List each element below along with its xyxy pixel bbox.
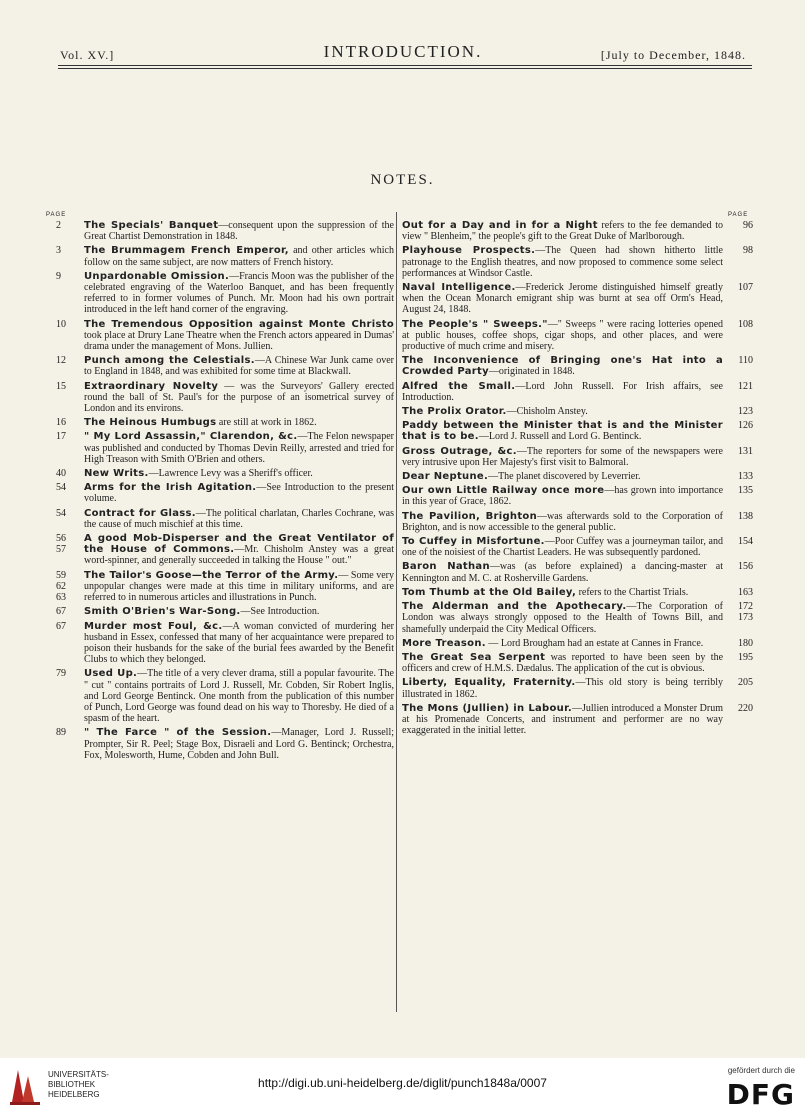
note-text bbox=[402, 536, 723, 558]
page-number: 163 bbox=[738, 586, 753, 598]
dfg-caption: gefördert durch die bbox=[727, 1066, 795, 1075]
page-number: 108 bbox=[738, 318, 753, 330]
page-number: 107 bbox=[738, 282, 753, 294]
note-heading: The Pavilion, Brighton bbox=[402, 510, 538, 522]
date-range: [July to December, 1848. bbox=[600, 48, 746, 62]
note-heading: Alfred the Small. bbox=[402, 380, 516, 392]
note-entry bbox=[398, 703, 753, 737]
page-number: 156 bbox=[738, 561, 753, 573]
note-heading: Unpardonable Omission. bbox=[84, 270, 230, 282]
note-body: —Lord J. Russell and Lord G. Bentinck. bbox=[478, 431, 642, 443]
header-rule-double bbox=[58, 68, 752, 69]
running-header bbox=[56, 40, 750, 64]
note-body: —The political charlatan, Charles Cochrane, was the cause of much mischief at this time. bbox=[84, 507, 394, 530]
note-body: —The Queen had shown hitherto little patronage to the English theatres, and now proposed to commence some select performances at Windsor Castle. bbox=[402, 245, 723, 279]
page-number: 123 bbox=[738, 406, 753, 418]
page-title: INTRODUCTION. bbox=[323, 42, 483, 61]
page-number: 79 bbox=[56, 668, 66, 680]
note-body: —The planet discovered by Leverrier. bbox=[488, 471, 641, 483]
note-entry bbox=[56, 727, 394, 761]
note-entry bbox=[56, 245, 394, 267]
note-text bbox=[84, 468, 394, 479]
page-number: 40 bbox=[56, 468, 66, 480]
uni-line-3: HEIDELBERG bbox=[48, 1090, 100, 1099]
note-heading: The Tremendous Opposition against Monte Christo bbox=[84, 318, 394, 330]
note-text bbox=[402, 601, 723, 635]
page-number: 135 bbox=[738, 485, 753, 497]
note-entry bbox=[56, 508, 394, 530]
note-heading: The Tailor's Goose—the Terror of the Army. bbox=[84, 569, 339, 581]
note-body: —" Sweeps " were racing lotteries opened at public houses, coffee shops, cigar shops, and other places, and were productive of much crime and misery. bbox=[402, 318, 724, 353]
note-body: —Mr. Chisholm Anstey was a great word-spinner, and generally succeeded in talking the House " out." bbox=[84, 544, 395, 567]
note-text bbox=[84, 319, 394, 353]
note-heading: New Writs. bbox=[84, 468, 149, 480]
note-entry bbox=[56, 355, 394, 377]
note-heading: The Mons (Jullien) in Labour. bbox=[402, 702, 572, 714]
note-entry bbox=[56, 533, 394, 567]
note-heading: The Alderman and the Apothecary. bbox=[402, 601, 627, 613]
page-number: 205 bbox=[738, 677, 753, 689]
note-heading: Paddy between the Minister that is and the Minister that is to be. bbox=[402, 420, 723, 443]
note-body: —Francis Moon was the publisher of the celebrated engraving of the Waterloo Banquet, and has been frequently referred to in former volumes of Punch. Mr. Moon had his own portrait introduced in the left hand corner of the engraving. bbox=[84, 270, 394, 316]
page-number: 16 bbox=[56, 417, 66, 429]
note-body: —was afterwards sold to the Corporation of Brighton, and is now accessible to the general public. bbox=[402, 510, 723, 533]
page-number: 98 bbox=[743, 245, 753, 257]
note-text bbox=[402, 471, 723, 482]
note-text bbox=[84, 727, 394, 761]
page-number: 17 bbox=[56, 431, 66, 443]
note-heading: The Great Sea Serpent bbox=[402, 651, 546, 663]
note-body: —originated in 1848. bbox=[488, 366, 575, 378]
note-body: —The title of a very clever drama, still a popular favourite. The " cut " contains portraits of Lord J. Russell, Mr. Cobden, Sir Robert Inglis, and Lord George Bentinck. One month from the publication of this number of Punch, Lord George was found dead on his way to Thoresby. He died of a spasm of the heart. bbox=[84, 668, 394, 725]
note-text bbox=[402, 446, 723, 468]
note-entry bbox=[56, 621, 394, 666]
note-heading: A good Mob-Disperser and the Great Ventilator of the House of Commons. bbox=[84, 533, 394, 556]
page-number: 67 bbox=[56, 606, 66, 618]
note-body: —A woman convicted of murdering her husband in Essex, confessed that many of her acquaintance were prepared to poison their husbands for the sake of the burial fees awarded by the Benefit Clubs to which they belonged. bbox=[84, 620, 395, 666]
section-title: NOTES. bbox=[370, 172, 435, 188]
page-number: 96 bbox=[743, 220, 753, 231]
left-column bbox=[56, 220, 394, 764]
page-number: 89 bbox=[56, 727, 66, 739]
note-entry bbox=[398, 587, 753, 598]
note-entry bbox=[398, 381, 753, 403]
note-body: —Poor Cuffey was a journeyman tailor, and one of the noisiest of the Chartist Leaders. He was subsequently pardoned. bbox=[402, 536, 724, 559]
page-number: 56 57 bbox=[56, 533, 66, 556]
note-body: —Lawrence Levy was a Sheriff's officer. bbox=[148, 468, 313, 480]
page-number: 54 bbox=[56, 482, 66, 494]
note-heading: Gross Outrage, &c. bbox=[402, 445, 517, 457]
note-text bbox=[402, 561, 723, 583]
note-heading: " The Farce " of the Session. bbox=[84, 727, 272, 739]
note-body: —The reporters for some of the newspapers were very intrusive upon Her Majesty's first visit to Balmoral. bbox=[402, 445, 723, 468]
note-heading: Playhouse Prospects. bbox=[402, 245, 536, 257]
dfg-logo: DFG bbox=[726, 1078, 795, 1111]
note-text bbox=[84, 482, 394, 504]
note-entry bbox=[56, 417, 394, 428]
note-text bbox=[84, 570, 394, 604]
note-body: —The Felon newspaper was published and conducted by Thomas Devin Reilly, arrested and tried for High Treason with Smith O'Brien and others. bbox=[84, 431, 394, 465]
note-entry bbox=[398, 638, 753, 649]
note-text bbox=[84, 508, 394, 530]
note-body: —A Chinese War Junk came over to England in 1848, and was exhibited for some time at Blackwall. bbox=[84, 355, 394, 378]
note-body: —The Corporation of London was always strongly opposed to the Health of Towns Bill, and shamefully underpaid the City Medical Officers. bbox=[402, 601, 723, 635]
note-body: —See Introduction. bbox=[240, 606, 320, 618]
note-entry bbox=[56, 431, 394, 465]
page-number: 154 bbox=[738, 536, 753, 548]
note-heading: The Brummagem French Emperor, bbox=[84, 245, 289, 257]
note-text bbox=[402, 420, 723, 442]
note-body: — Some very unpopular changes were made at this time in military uniforms, and are referred to in numerous articles and illustrations in Punch. bbox=[84, 569, 395, 604]
note-text bbox=[84, 271, 394, 316]
note-heading: Baron Nathan bbox=[402, 561, 490, 573]
note-body: —Lord John Russell. For Irish affairs, see Introduction. bbox=[402, 380, 723, 403]
note-entry bbox=[398, 601, 753, 635]
note-entry bbox=[56, 220, 394, 242]
note-text bbox=[402, 677, 723, 699]
note-text bbox=[84, 533, 394, 567]
note-heading: Tom Thumb at the Old Bailey, bbox=[402, 586, 577, 598]
note-heading: Arms for the Irish Agitation. bbox=[84, 482, 257, 494]
note-entry bbox=[56, 570, 394, 604]
note-body: refers to the fee demanded to view " Blenheim," the people's gift to the Great Duke of Marlborough. bbox=[402, 220, 723, 243]
note-text bbox=[84, 381, 394, 415]
note-heading: Extraordinary Novelty bbox=[84, 380, 219, 392]
note-entry bbox=[398, 485, 753, 507]
note-heading: The People's " Sweeps." bbox=[402, 318, 548, 330]
note-heading: The Specials' Banquet bbox=[84, 220, 219, 231]
note-entry bbox=[56, 668, 394, 724]
right-column bbox=[398, 220, 753, 739]
note-text bbox=[84, 355, 394, 377]
note-text bbox=[84, 606, 394, 617]
note-text bbox=[402, 703, 723, 737]
note-body: —has grown into importance in this year of Grace, 1862. bbox=[402, 485, 724, 508]
note-entry bbox=[398, 282, 753, 316]
page-column-label-left: PAGE bbox=[46, 212, 67, 218]
note-entry bbox=[56, 381, 394, 415]
note-entry bbox=[56, 319, 394, 353]
note-body: —Chisholm Anstey. bbox=[506, 406, 588, 418]
note-body: —Jullien introduced a Monster Drum at his Promenade Concerts, and instrument and performer are no way exaggerated in the initial letter. bbox=[402, 702, 723, 737]
page-number: 2 bbox=[56, 220, 61, 231]
note-body: —See Introduction to the present volume. bbox=[84, 482, 394, 505]
note-entry bbox=[398, 319, 753, 353]
note-entry bbox=[56, 606, 394, 617]
note-heading: Punch among the Celestials. bbox=[84, 355, 255, 367]
note-body: —This old story is being terribly illustrated in 1862. bbox=[402, 677, 723, 700]
note-text bbox=[402, 381, 723, 403]
note-entry bbox=[398, 511, 753, 533]
note-heading: Murder most Foul, &c. bbox=[84, 620, 223, 632]
note-text bbox=[402, 485, 723, 507]
note-text bbox=[84, 431, 394, 465]
page-number: 131 bbox=[738, 445, 753, 457]
note-body: —Frederick Jerome distinguished himself greatly when the Ocean Monarch emigrant ship was burnt at sea off Orm's Head, August 24, 1848. bbox=[402, 282, 723, 316]
note-body: —was (as before explained) a dancing-master at Kennington and M. C. at Rosherville Gardens. bbox=[402, 561, 723, 584]
source-url-link[interactable]: http://digi.ub.uni-heidelberg.de/diglit/punch1848a/0007 bbox=[258, 1076, 547, 1090]
note-text bbox=[402, 220, 723, 242]
note-heading: Dear Neptune. bbox=[402, 471, 489, 483]
volume-label: Vol. XV.] bbox=[60, 48, 115, 62]
note-text bbox=[402, 355, 723, 377]
note-entry bbox=[398, 652, 753, 674]
note-heading: The Prolix Orator. bbox=[402, 406, 507, 418]
note-text bbox=[84, 417, 394, 428]
note-body: was reported to have been seen by the officers and crew of H.M.S. Dædalus. The application of the cut is obvious. bbox=[402, 651, 724, 675]
note-text bbox=[402, 587, 723, 598]
note-heading: Smith O'Brien's War-Song. bbox=[84, 606, 241, 618]
page-number: 180 bbox=[738, 637, 753, 649]
note-text bbox=[402, 638, 723, 649]
page-number: 9 bbox=[56, 270, 61, 282]
note-body: and other articles which follow on the same subject, are now matters of French history. bbox=[84, 245, 394, 268]
note-entry bbox=[398, 245, 753, 279]
page-number: 138 bbox=[738, 510, 753, 522]
note-entry bbox=[398, 471, 753, 482]
note-body: took place at Drury Lane Theatre when the French actors appeared in Dumas' drama under the management of Mons. Jullien. bbox=[84, 329, 394, 353]
page-column-label-right: PAGE bbox=[728, 212, 749, 218]
note-heading: Naval Intelligence. bbox=[402, 282, 516, 294]
note-heading: " My Lord Assassin," Clarendon, &c. bbox=[84, 431, 298, 443]
note-heading: Contract for Glass. bbox=[84, 507, 196, 519]
note-text bbox=[402, 319, 723, 353]
page-number: 220 bbox=[738, 702, 753, 714]
note-entry bbox=[398, 561, 753, 583]
page-number: 121 bbox=[738, 380, 753, 392]
page-number: 195 bbox=[738, 651, 753, 663]
note-body: are still at work in 1862. bbox=[216, 417, 317, 429]
note-text bbox=[402, 282, 723, 316]
note-text bbox=[402, 406, 723, 417]
page-number: 110 bbox=[738, 355, 753, 367]
note-text bbox=[84, 621, 394, 666]
note-body: refers to the Chartist Trials. bbox=[576, 586, 689, 598]
note-text bbox=[402, 652, 723, 674]
note-entry bbox=[56, 468, 394, 479]
note-heading: Liberty, Equality, Fraternity. bbox=[402, 677, 576, 689]
note-heading: To Cuffey in Misfortune. bbox=[402, 536, 545, 548]
note-heading: Out for a Day and in for a Night bbox=[402, 220, 598, 231]
page-number: 67 bbox=[56, 620, 66, 632]
page-number: 3 bbox=[56, 245, 61, 257]
note-text bbox=[402, 245, 723, 279]
note-heading: The Inconvenience of Bringing one's Hat into a Crowded Party bbox=[402, 355, 723, 378]
note-entry bbox=[56, 271, 394, 316]
page-number: 15 bbox=[56, 380, 66, 392]
footer-bar bbox=[0, 1058, 805, 1117]
note-entry bbox=[398, 420, 753, 442]
note-entry bbox=[398, 446, 753, 468]
note-body: —consequent upon the suppression of the Great Chartist Demonstration in 1848. bbox=[84, 220, 394, 243]
note-heading: Used Up. bbox=[84, 668, 138, 680]
note-heading: Our own Little Railway once more bbox=[402, 485, 605, 497]
note-entry bbox=[398, 406, 753, 417]
page-number: 172 173 bbox=[738, 601, 753, 624]
note-heading: The Heinous Humbugs bbox=[84, 417, 217, 429]
uni-line-2: BIBLIOTHEK bbox=[48, 1080, 96, 1089]
page-number: 10 bbox=[56, 318, 66, 330]
note-entry bbox=[398, 220, 753, 242]
note-entry bbox=[398, 355, 753, 377]
page-number: 12 bbox=[56, 355, 66, 367]
note-entry bbox=[398, 536, 753, 558]
note-text bbox=[84, 220, 394, 242]
page-number: 126 bbox=[738, 420, 753, 432]
note-heading: More Treason. bbox=[402, 637, 486, 649]
note-entry bbox=[398, 677, 753, 699]
note-text bbox=[84, 668, 394, 724]
note-body: — was the Surveyors' Gallery erected round the ball of St. Paul's for the purpose of an isometrical survey of London and its environs. bbox=[84, 380, 394, 415]
note-entry bbox=[56, 482, 394, 504]
page-number: 59 62 63 bbox=[56, 569, 66, 604]
note-body: — Lord Brougham had an estate at Cannes in France. bbox=[485, 637, 704, 649]
uni-line-1: UNIVERSITÄTS- bbox=[48, 1070, 109, 1079]
page-number: 133 bbox=[738, 471, 753, 483]
note-text bbox=[402, 511, 723, 533]
column-divider bbox=[396, 212, 397, 1012]
note-text bbox=[84, 245, 394, 267]
header-rule bbox=[58, 65, 752, 66]
page-number: 54 bbox=[56, 507, 66, 519]
note-body: —Manager, Lord J. Russell; Prompter, Sir R. Peel; Stage Box, Disraeli and Lord G. Bentinck; Orchestra, Fox, Molesworth, Hume, Cobden and John Bull. bbox=[84, 727, 394, 761]
